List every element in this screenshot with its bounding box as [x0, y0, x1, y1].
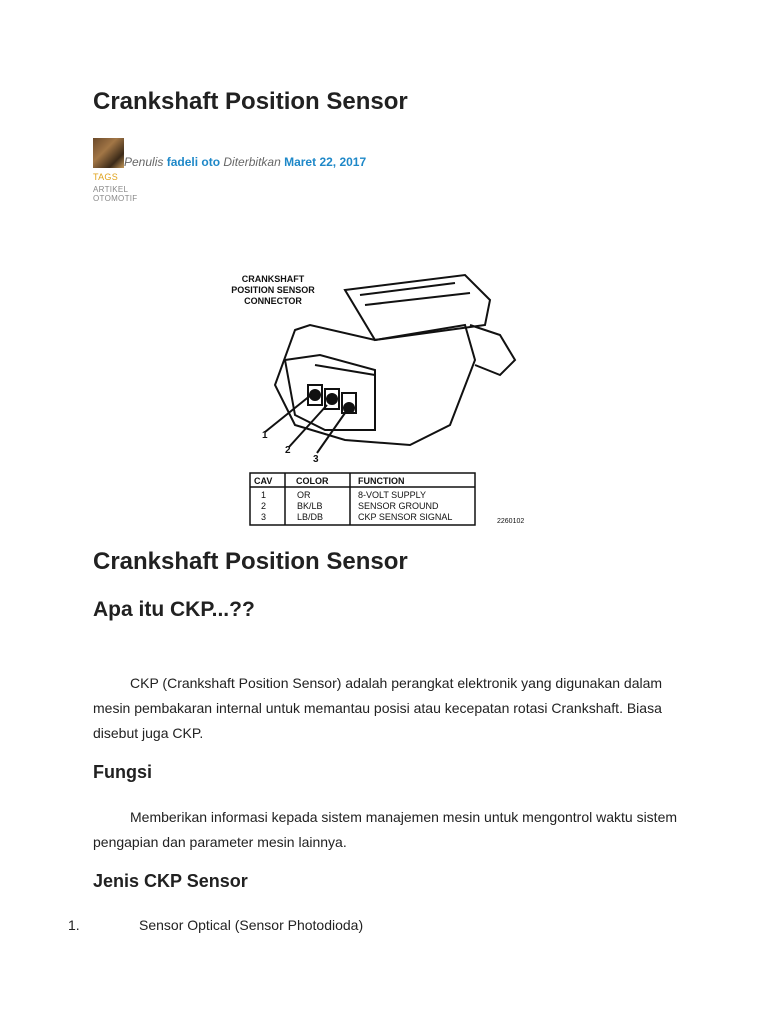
tag-link[interactable]: ARTIKEL OTOMOTIF: [93, 185, 138, 203]
byline: [124, 155, 366, 169]
fungsi-paragraph: Memberikan informasi kepada sistem manajemen mesin untuk mengontrol waktu sistem pengapian dan parameter mesin lainnya.: [93, 809, 678, 850]
table-header-function: FUNCTION: [358, 476, 405, 486]
pinout-table: [250, 473, 524, 525]
author-avatar[interactable]: [93, 138, 124, 168]
author-label: Penulis: [124, 155, 164, 169]
callout-1: 1: [262, 430, 268, 441]
author-link[interactable]: fadeli oto: [166, 155, 221, 169]
jenis-heading: Jenis CKP Sensor: [93, 871, 248, 891]
section-title: Crankshaft Position Sensor: [93, 548, 408, 575]
published-label: Diterbitkan: [223, 155, 281, 169]
table-cell: 2: [261, 501, 267, 511]
list-item: Sensor Optical (Sensor Photodioda): [139, 917, 364, 933]
table-cell: BK/LB: [297, 501, 323, 511]
figure-heading-line-2: POSITION SENSOR: [231, 285, 315, 295]
intro-paragraph: CKP (Crankshaft Position Sensor) adalah perangkat elektronik yang digunakan dalam mesin pembakaran internal untuk memantau posisi atau kecepatan rotasi Crankshaft. Biasa disebut juga CKP.: [93, 675, 663, 741]
tags-label: TAGS: [93, 172, 119, 182]
table-cell: CKP SENSOR SIGNAL: [358, 512, 453, 522]
figure-heading-line-3: CONNECTOR: [244, 296, 302, 306]
table-header-color: COLOR: [296, 476, 329, 486]
list-item-number: 1.: [68, 917, 80, 933]
table-cell: 3: [261, 512, 267, 522]
figure-code: 2260102: [497, 518, 525, 525]
table-header-cav: CAV: [254, 476, 273, 486]
connector-drawing: [265, 275, 515, 453]
figure-heading-line-1: CRANKSHAFT: [241, 274, 305, 284]
table-cell: LB/DB: [297, 512, 324, 522]
table-cell: 1: [261, 490, 267, 500]
question-heading: Apa itu CKP...??: [93, 598, 255, 621]
callout-3: 3: [313, 454, 319, 465]
fungsi-heading: Fungsi: [93, 762, 152, 782]
connector-diagram: [225, 265, 535, 535]
article-title: Crankshaft Position Sensor: [93, 88, 408, 115]
publish-date-link[interactable]: Maret 22, 2017: [284, 155, 367, 169]
table-cell: OR: [297, 490, 311, 500]
table-cell: SENSOR GROUND: [358, 501, 439, 511]
table-cell: 8-VOLT SUPPLY: [358, 490, 427, 500]
callout-2: 2: [285, 445, 291, 456]
